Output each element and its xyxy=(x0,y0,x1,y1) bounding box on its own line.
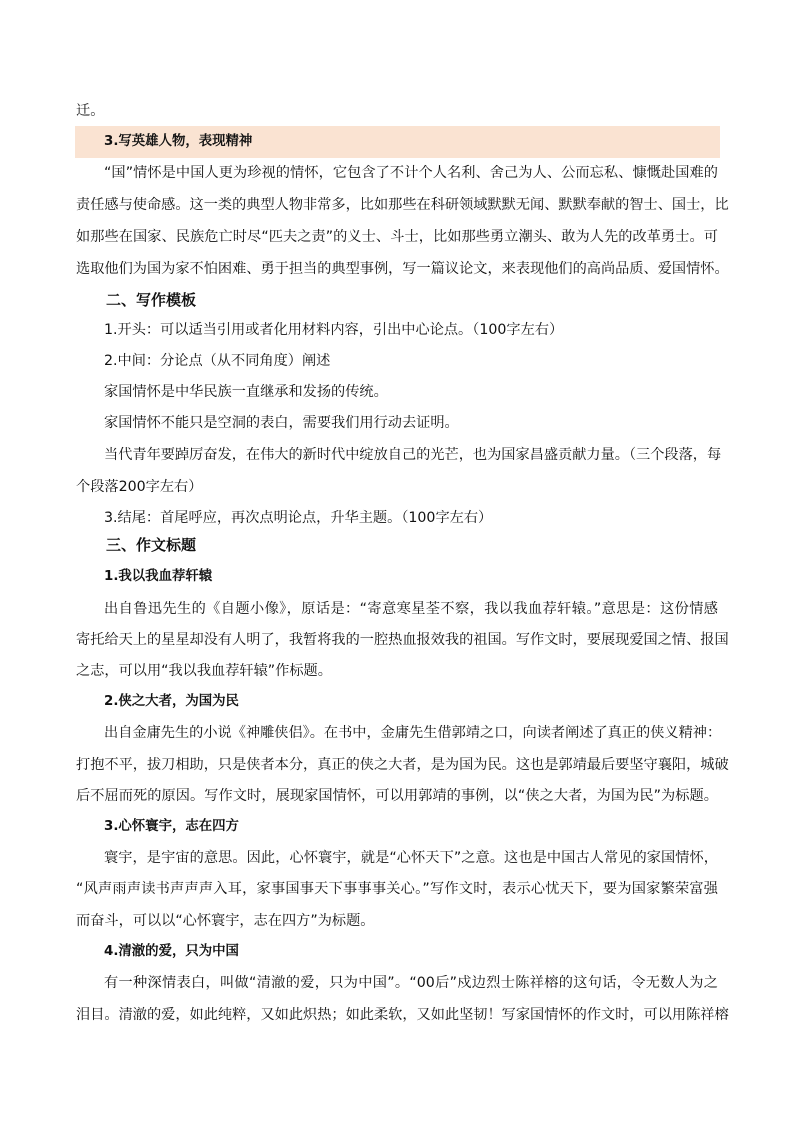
text-line: 迁。 xyxy=(76,103,105,119)
text-line: 而奋斗，可以以“心怀寰宇，志在四方”为标题。 xyxy=(76,913,375,929)
subheading: 3.写英雄人物，表现精神 xyxy=(104,134,253,149)
text-line: 1.开头：可以适当引用或者化用材料内容，引出中心论点。（100字左右） xyxy=(104,322,564,338)
text-line: 家国情怀是中华民族一直继承和发扬的传统。 xyxy=(104,384,388,400)
text-line: 家国情怀不能只是空洞的表白，需要我们用行动去证明。 xyxy=(104,415,459,431)
text-line: 泪目。清澈的爱，如此纯粹，又如此炽热；如此柔软，又如此坚韧！写家国情怀的作文时，可以用陈祥榕 xyxy=(76,1007,729,1023)
text-line: 出自鲁迅先生的《自题小像》，原话是：“寄意寒星荃不察，我以我血荐轩辕。”意思是：这份情感 xyxy=(104,601,718,617)
text-line: 打抱不平，拔刀相助，只是侠者本分，真正的侠之大者，是为国为民。这也是郭靖最后要坚守襄阳，城破 xyxy=(76,757,729,773)
text-line: 当代青年要踔厉奋发，在伟大的新时代中绽放自己的光芒，也为国家昌盛贡献力量。（三个段落，每 xyxy=(104,447,722,463)
subheading: 3.心怀寰宇，志在四方 xyxy=(104,819,239,834)
text-line: “风声雨声读书声声声入耳，家事国事天下事事事关心。”写作文时，表示心忧天下，要为国家繁荣富强 xyxy=(76,881,718,897)
text-line: 选取他们为国为家不怕困难、勇于担当的典型事例，写一篇议论文，来表现他们的高尚品质、爱国情怀。 xyxy=(76,261,729,277)
text-line: 寰宇，是宇宙的意思。因此，心怀寰宇，就是“心怀天下”之意。这也是中国古人常见的家国情怀， xyxy=(104,850,718,866)
text-line: 之志，可以用“我以我血荐轩辕”作标题。 xyxy=(76,663,332,679)
section-heading: 三、作文标题 xyxy=(106,536,197,554)
text-line: 有一种深情表白，叫做“清澈的爱，只为中国”。“00后”戍边烈士陈祥榕的这句话，令无数人为之 xyxy=(104,975,718,991)
text-line: 责任感与使命感。这一类的典型人物非常多，比如那些在科研领域默默无闻、默默奉献的智士、国士，比 xyxy=(76,197,729,213)
text-line: 后不屈而死的原因。写作文时，展现家国情怀，可以用郭靖的事例，以“侠之大者，为国为民”为标题。 xyxy=(76,788,718,804)
text-line: 3.结尾：首尾呼应，再次点明论点，升华主题。（100字左右） xyxy=(104,510,493,526)
subheading: 1.我以我血荐轩辕 xyxy=(104,569,213,584)
text-line: 个段落200字左右） xyxy=(76,479,203,495)
text-line: 出自金庸先生的小说《神雕侠侣》。在书中，金庸先生借郭靖之口，向读者阐述了真正的侠义精神： xyxy=(104,725,722,741)
text-line: 寄托给天上的星星却没有人明了，我暂将我的一腔热血报效我的祖国。写作文时，要展现爱国之情、报国 xyxy=(76,632,729,648)
text-line: “国”情怀是中国人更为珍视的情怀，它包含了不计个人名利、舍己为人、公而忘私、慷慨赴国难的 xyxy=(104,165,718,181)
text-line: 如那些在国家、民族危亡时尽“匹夫之责”的义士、斗士，比如那些勇立潮头、敢为人先的改革勇士。可 xyxy=(76,229,718,245)
subheading: 4.清澈的爱，只为中国 xyxy=(104,944,239,959)
section-heading: 二、写作模板 xyxy=(106,291,197,309)
subheading: 2.侠之大者，为国为民 xyxy=(104,694,239,709)
text-line: 2.中间：分论点（从不同角度）阐述 xyxy=(104,353,331,369)
